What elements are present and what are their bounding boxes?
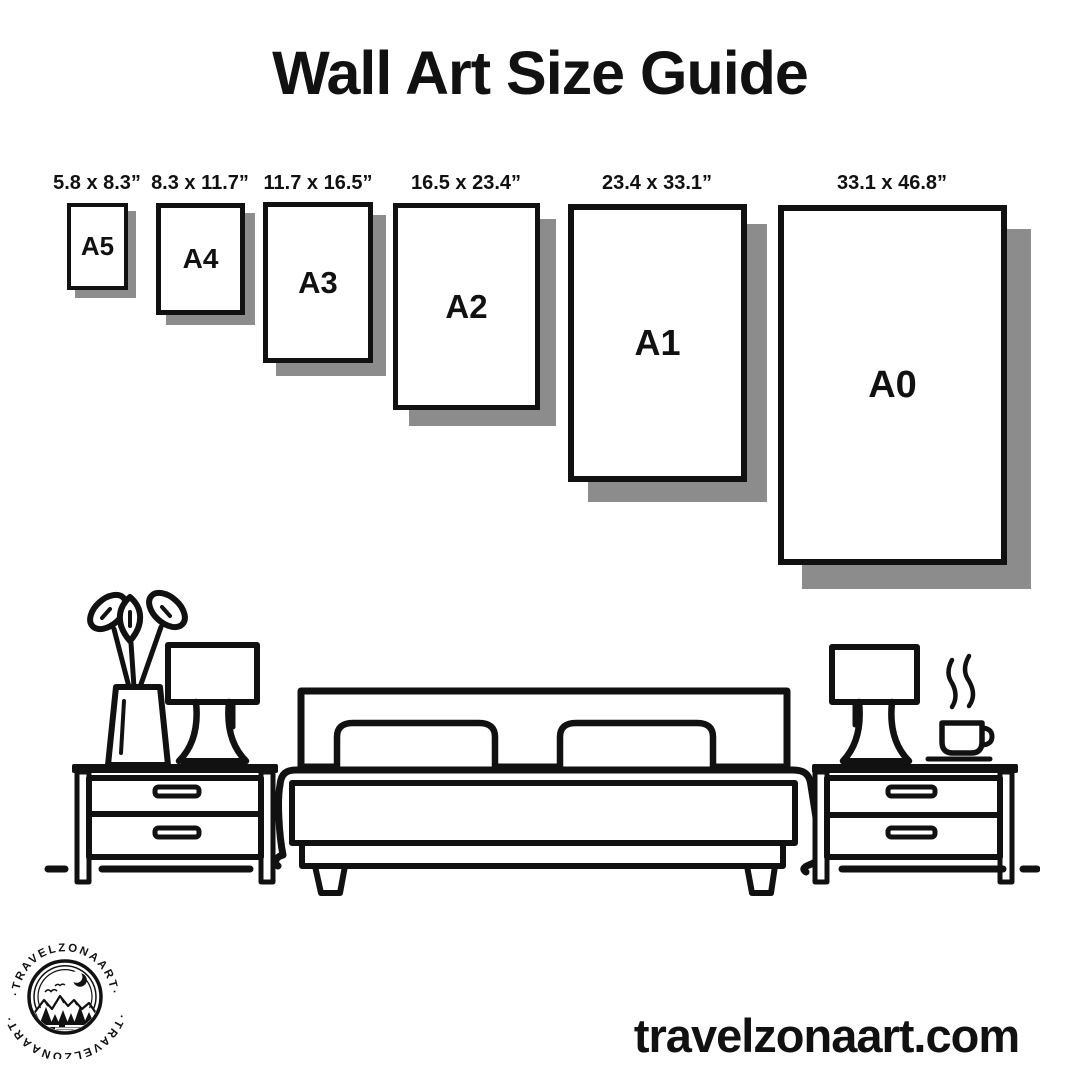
right-nightstand (812, 764, 1018, 882)
bird-icon (55, 984, 65, 986)
lamp-shade (168, 645, 257, 702)
drawer-body (89, 778, 261, 857)
brand-logo-badge (3, 935, 127, 1059)
pillow-right (560, 723, 713, 770)
size-box-a2 (393, 203, 540, 410)
bedroom-scene-illustration (40, 585, 1040, 915)
size-label-a3: 11.7 x 16.5” (263, 172, 373, 194)
table-lamp-right (832, 647, 917, 767)
lamp-stem (891, 702, 909, 761)
pillow-left (337, 723, 495, 770)
pine-trees (31, 1006, 100, 1023)
mountains (32, 996, 98, 1016)
bed-base (302, 843, 783, 866)
bed (276, 691, 821, 893)
lamp-base (844, 758, 908, 767)
vase (108, 687, 168, 765)
lamp-shade (832, 647, 917, 702)
nightstand-top (812, 764, 1018, 773)
size-code-a0: A0 (868, 363, 917, 406)
steam-icon (965, 656, 973, 706)
coffee-cup (928, 656, 992, 759)
logo-brand-text-top: ·TRAVELZONAART· (9, 942, 121, 997)
size-box-a1 (568, 204, 747, 482)
steam-icon (949, 660, 956, 707)
size-box-a0 (778, 205, 1007, 565)
size-box-a5 (67, 203, 128, 290)
nightstand-top (72, 764, 278, 773)
bed-leg-left (315, 866, 345, 893)
size-label-a1: 23.4 x 33.1” (601, 172, 713, 194)
size-code-a2: A2 (445, 287, 488, 325)
size-label-a0: 33.1 x 46.8” (836, 172, 948, 194)
cup-body (942, 723, 982, 753)
plant-stem (140, 627, 161, 687)
lamp-stem (179, 702, 197, 761)
size-code-a4: A4 (182, 243, 219, 274)
logo-landscape-scene (27, 966, 103, 1035)
size-label-a2: 16.5 x 23.4” (410, 172, 522, 194)
size-box-a3 (263, 202, 373, 363)
bed-leg-right (747, 866, 775, 893)
plant-stem (131, 643, 134, 687)
size-label-a4: 8.3 x 11.7” (151, 172, 249, 194)
website-url: travelzonaart.com (633, 1009, 1020, 1062)
size-box-a4 (156, 203, 245, 315)
size-label-a5: 5.8 x 8.3” (53, 172, 141, 194)
size-code-a1: A1 (634, 322, 681, 363)
logo-brand-text-bottom: ·TRAVELZONAART· (3, 1012, 127, 1059)
lamp-base (181, 758, 245, 767)
bird-icon (45, 990, 57, 992)
size-code-a5: A5 (80, 231, 115, 261)
table-lamp-left (168, 645, 257, 767)
left-nightstand (72, 764, 278, 882)
bed-front-panel (292, 783, 795, 843)
page-title: Wall Art Size Guide (272, 39, 808, 107)
size-code-a3: A3 (298, 264, 338, 300)
